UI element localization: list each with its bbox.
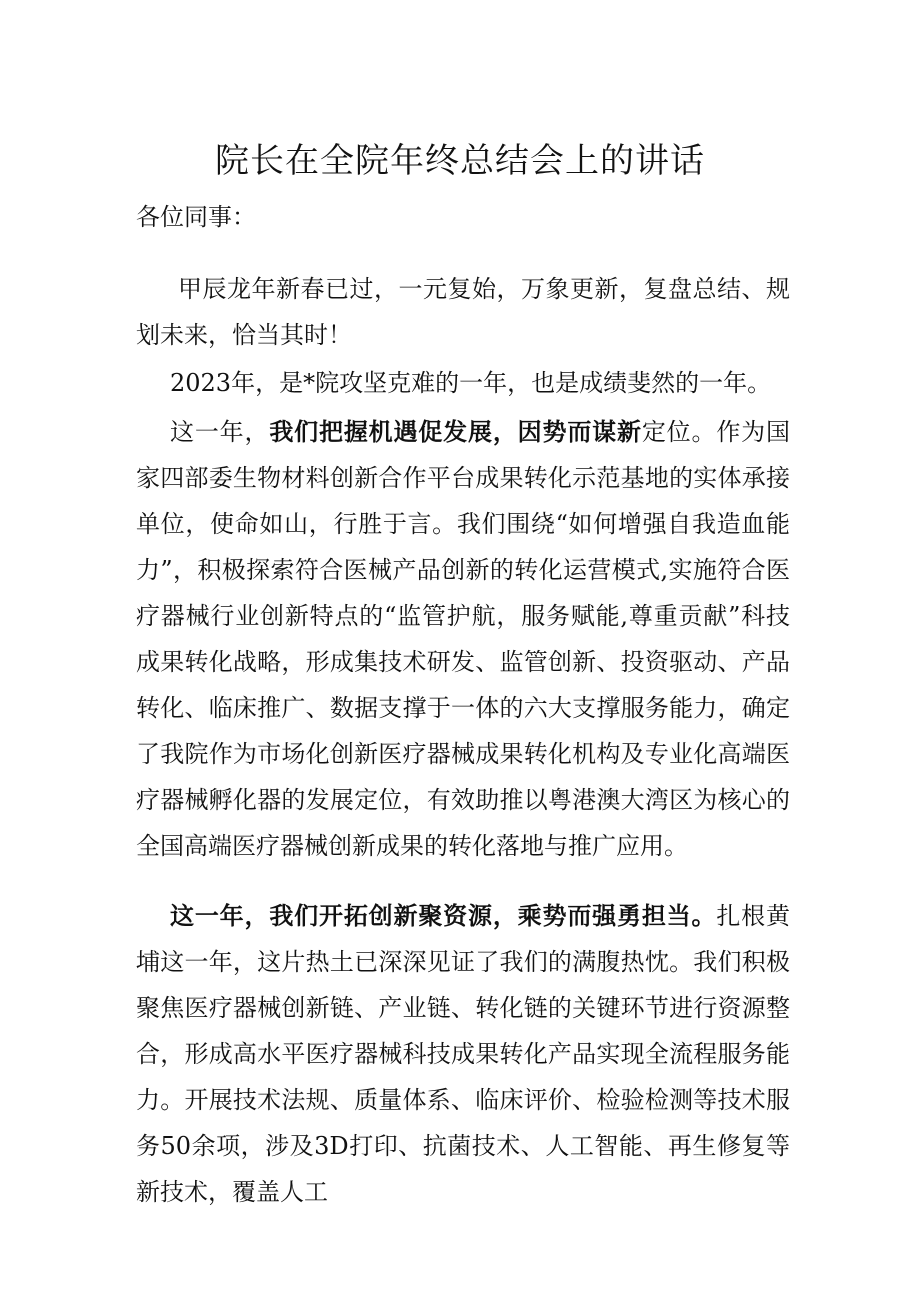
paragraph-body-text: 定位。作为国家四部委生物材料创新合作平台成果转化示范基地的实体承接单位，使命如山，行胜于言。我们围绕“如何增强自我造血能力”，积极探索符合医械产品创新的转化运营模式,实施符合医疗器械行业创新特点的“监管护航，服务赋能,尊重贡献”科技成果转化战略，形成集技术研发、监管创新、投资驱动、产品转化、临床推广、数据支撑于一体的六大支撑服务能力，确定了我院作为市场化创新医疗器械成果转化机构及专业化高端医疗器械孵化器的发展定位，有效助推以粤港澳大湾区为核心的全国高端医疗器械创新成果的转化落地与推广应用。 [136,418,791,860]
paragraph-positioning [136,409,790,869]
paragraph-body-text: 扎根黄埔这一年，这片热土已深深见证了我们的满腹热忱。我们积极聚焦医疗器械创新链、产业链、转化链的关键环节进行资源整合，形成高水平医疗器械科技成果转化产品实现全流程服务能力。开展技术法规、质量体系、临床评价、检验检测等技术服务50余项，涉及3D打印、抗菌技术、人工智能、再生修复等新技术，覆盖人工 [136,902,791,1206]
salutation: 各位同事： [136,203,256,231]
paragraph-resources [136,893,790,1215]
document-title: 院长在全院年终总结会上的讲话 [215,141,705,181]
paragraph-opening: 甲辰龙年新春已过，一元复始，万象更新，复盘总结、规划未来，恰当其时！ [136,275,790,349]
paragraph-summary: 2023年，是*院攻坚克难的一年，也是成绩斐然的一年。 [170,369,772,397]
paragraph-bold-heading: 这一年，我们开拓创新聚资源，乘势而强勇担当。 [170,901,717,930]
paragraph-lead-text: 这一年， [170,418,270,446]
paragraph-bold-heading: 我们把握机遇促发展，因势而谋新 [269,417,642,446]
